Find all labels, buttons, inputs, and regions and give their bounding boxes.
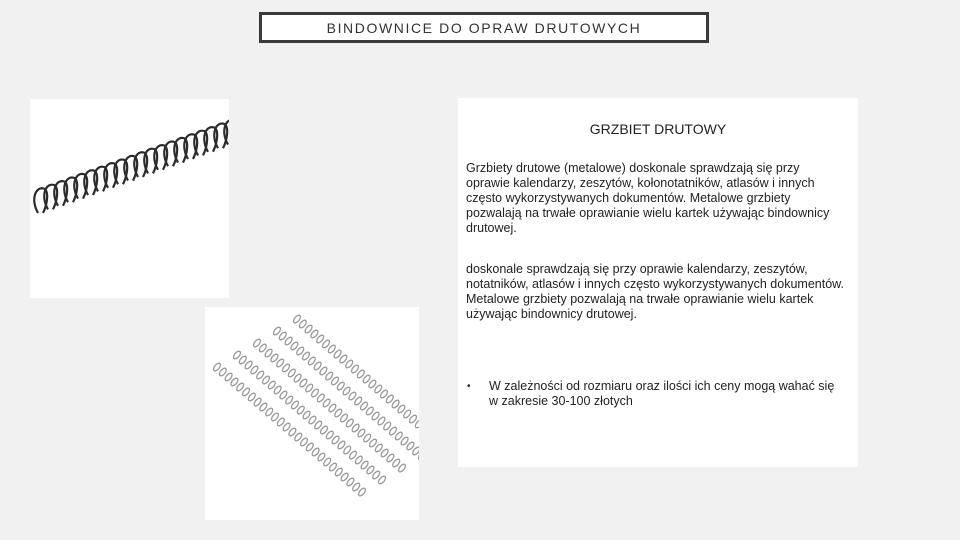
price-bullet [466,379,836,409]
black-wire-spine-image [30,99,229,298]
description-paragraph-2: doskonale sprawdzają się przy oprawie kalendarzy, zeszytów, notatników, atlasów i innych często wykorzystywanych dokumentów. Metalowe grzbiety pozwalają na trwałe oprawianie wielu kartek używając bindownicy drutowej. [466,262,844,321]
black-wire-spine-drawing [30,99,229,298]
price-bullet-text: W zależności od rozmiaru oraz ilości ich ceny mogą wahać się w zakresie 30-100 złotych [489,379,835,408]
silver-wire-spines-drawing [205,307,419,520]
description-panel [458,98,858,467]
slide-title-box [259,12,709,43]
slide-title: BINDOWNICE DO OPRAW DRUTOWYCH [326,19,642,36]
silver-wire-spines-image [205,307,419,520]
bullet-icon: • [467,381,471,392]
description-paragraph-1: Grzbiety drutowe (metalowe) doskonale sprawdzają się przy oprawie kalendarzy, zeszytów, kołonotatników, atlasów i innych często wykorzystywanych dokumentów. Metalowe grzbiety pozwalają na trwałe oprawianie wielu kartek używając bindownicy drutowej. [466,161,830,235]
section-heading: GRZBIET DRUTOWY [589,121,727,137]
